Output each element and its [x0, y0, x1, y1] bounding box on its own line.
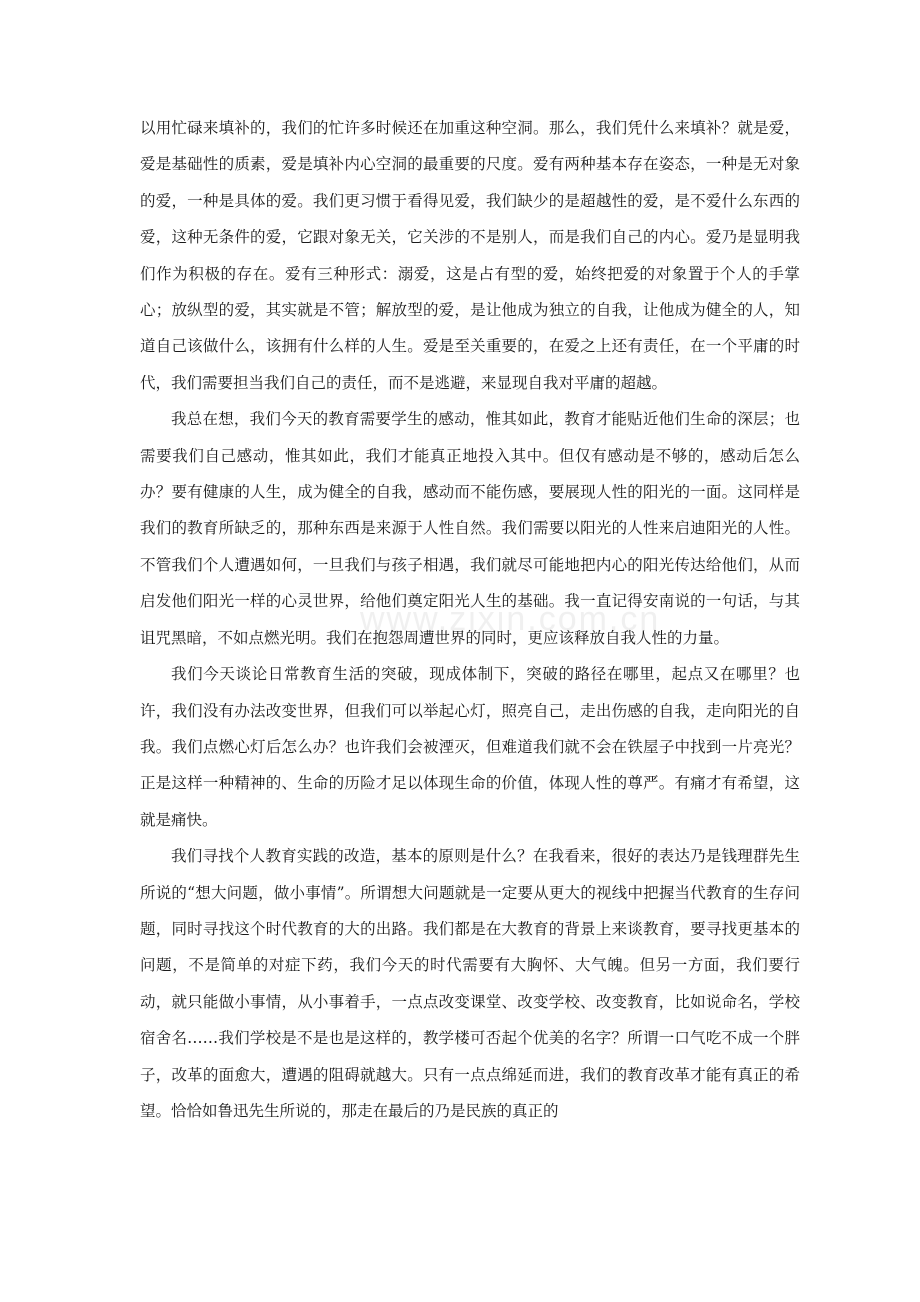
document-body	[140, 110, 800, 1129]
paragraph-1: 以用忙碌来填补的，我们的忙许多时候还在加重这种空洞。那么，我们凭什么来填补？就是爱，爱是基础性的质素，爱是填补内心空洞的最重要的尺度。爱有两种基本存在姿态，一种是无对象的爱，一种是具体的爱。我们更习惯于看得见爱，我们缺少的是超越性的爱，是不爱什么东西的爱，这种无条件的爱，它跟对象无关，它关涉的不是别人，而是我们自己的内心。爱乃是显明我们作为积极的存在。爱有三种形式：溺爱，这是占有型的爱，始终把爱的对象置于个人的手掌心；放纵型的爱，其实就是不管；解放型的爱，是让他成为独立的自我，让他成为健全的人，知道自己该做什么，该拥有什么样的人生。爱是至关重要的，在爱之上还有责任，在一个平庸的时代，我们需要担当我们自己的责任，而不是逃避，来显现自我对平庸的超越。	[140, 119, 800, 392]
watermark: www.zixin.com.cn	[360, 600, 661, 638]
paragraph-2: 我总在想，我们今天的教育需要学生的感动，惟其如此，教育才能贴近他们生命的深层；也需要我们自己感动，惟其如此，我们才能真正地投入其中。但仅有感动是不够的，感动后怎么办？要有健康的人生，成为健全的自我，感动而不能伤感，要展现人性的阳光的一面。这同样是我们的教育所缺乏的，那种东西是来源于人性自然。我们需要以阳光的人性来启迪阳光的人性。不管我们个人遭遇如何，一旦我们与孩子相遇，我们就尽可能地把内心的阳光传达给他们，从而启发他们阳光一样的心灵世界，给他们奠定阳光人生的基础。我一直记得安南说的一句话，与其诅咒黑暗，不如点燃光明。我们在抱怨周遭世界的同时，更应该释放自我人性的力量。	[140, 410, 800, 647]
paragraph-4: 我们寻找个人教育实践的改造，基本的原则是什么？在我看来，很好的表达乃是钱理群先生所说的“想大问题，做小事情”。所谓想大问题就是一定要从更大的视线中把握当代教育的生存问题，同时寻找这个时代教育的大的出路。我们都是在大教育的背景上来谈教育，要寻找更基本的问题，不是简单的对症下药，我们今天的时代需要有大胸怀、大气魄。但另一方面，我们要行动，就只能做小事情，从小事着手，一点点改变课堂、改变学校、改变教育，比如说命名，学校宿舍名……我们学校是不是也是这样的，教学楼可否起个优美的名字？所谓一口气吃不成一个胖子，改革的面愈大，遭遇的阻碍就越大。只有一点点绵延而进，我们的教育改革才能有真正的希望。恰恰如鲁迅先生所说的，那走在最后的乃是民族的真正的	[140, 847, 800, 1120]
paragraph-3: 我们今天谈论日常教育生活的突破，现成体制下，突破的路径在哪里，起点又在哪里？也许，我们没有办法改变世界，但我们可以举起心灯，照亮自己，走出伤感的自我，走向阳光的自我。我们点燃心灯后怎么办？也许我们会被湮灭，但难道我们就不会在铁屋子中找到一片亮光？正是这样一种精神的、生命的历险才足以体现生命的价值，体现人性的尊严。有痛才有希望，这就是痛快。	[140, 665, 800, 829]
